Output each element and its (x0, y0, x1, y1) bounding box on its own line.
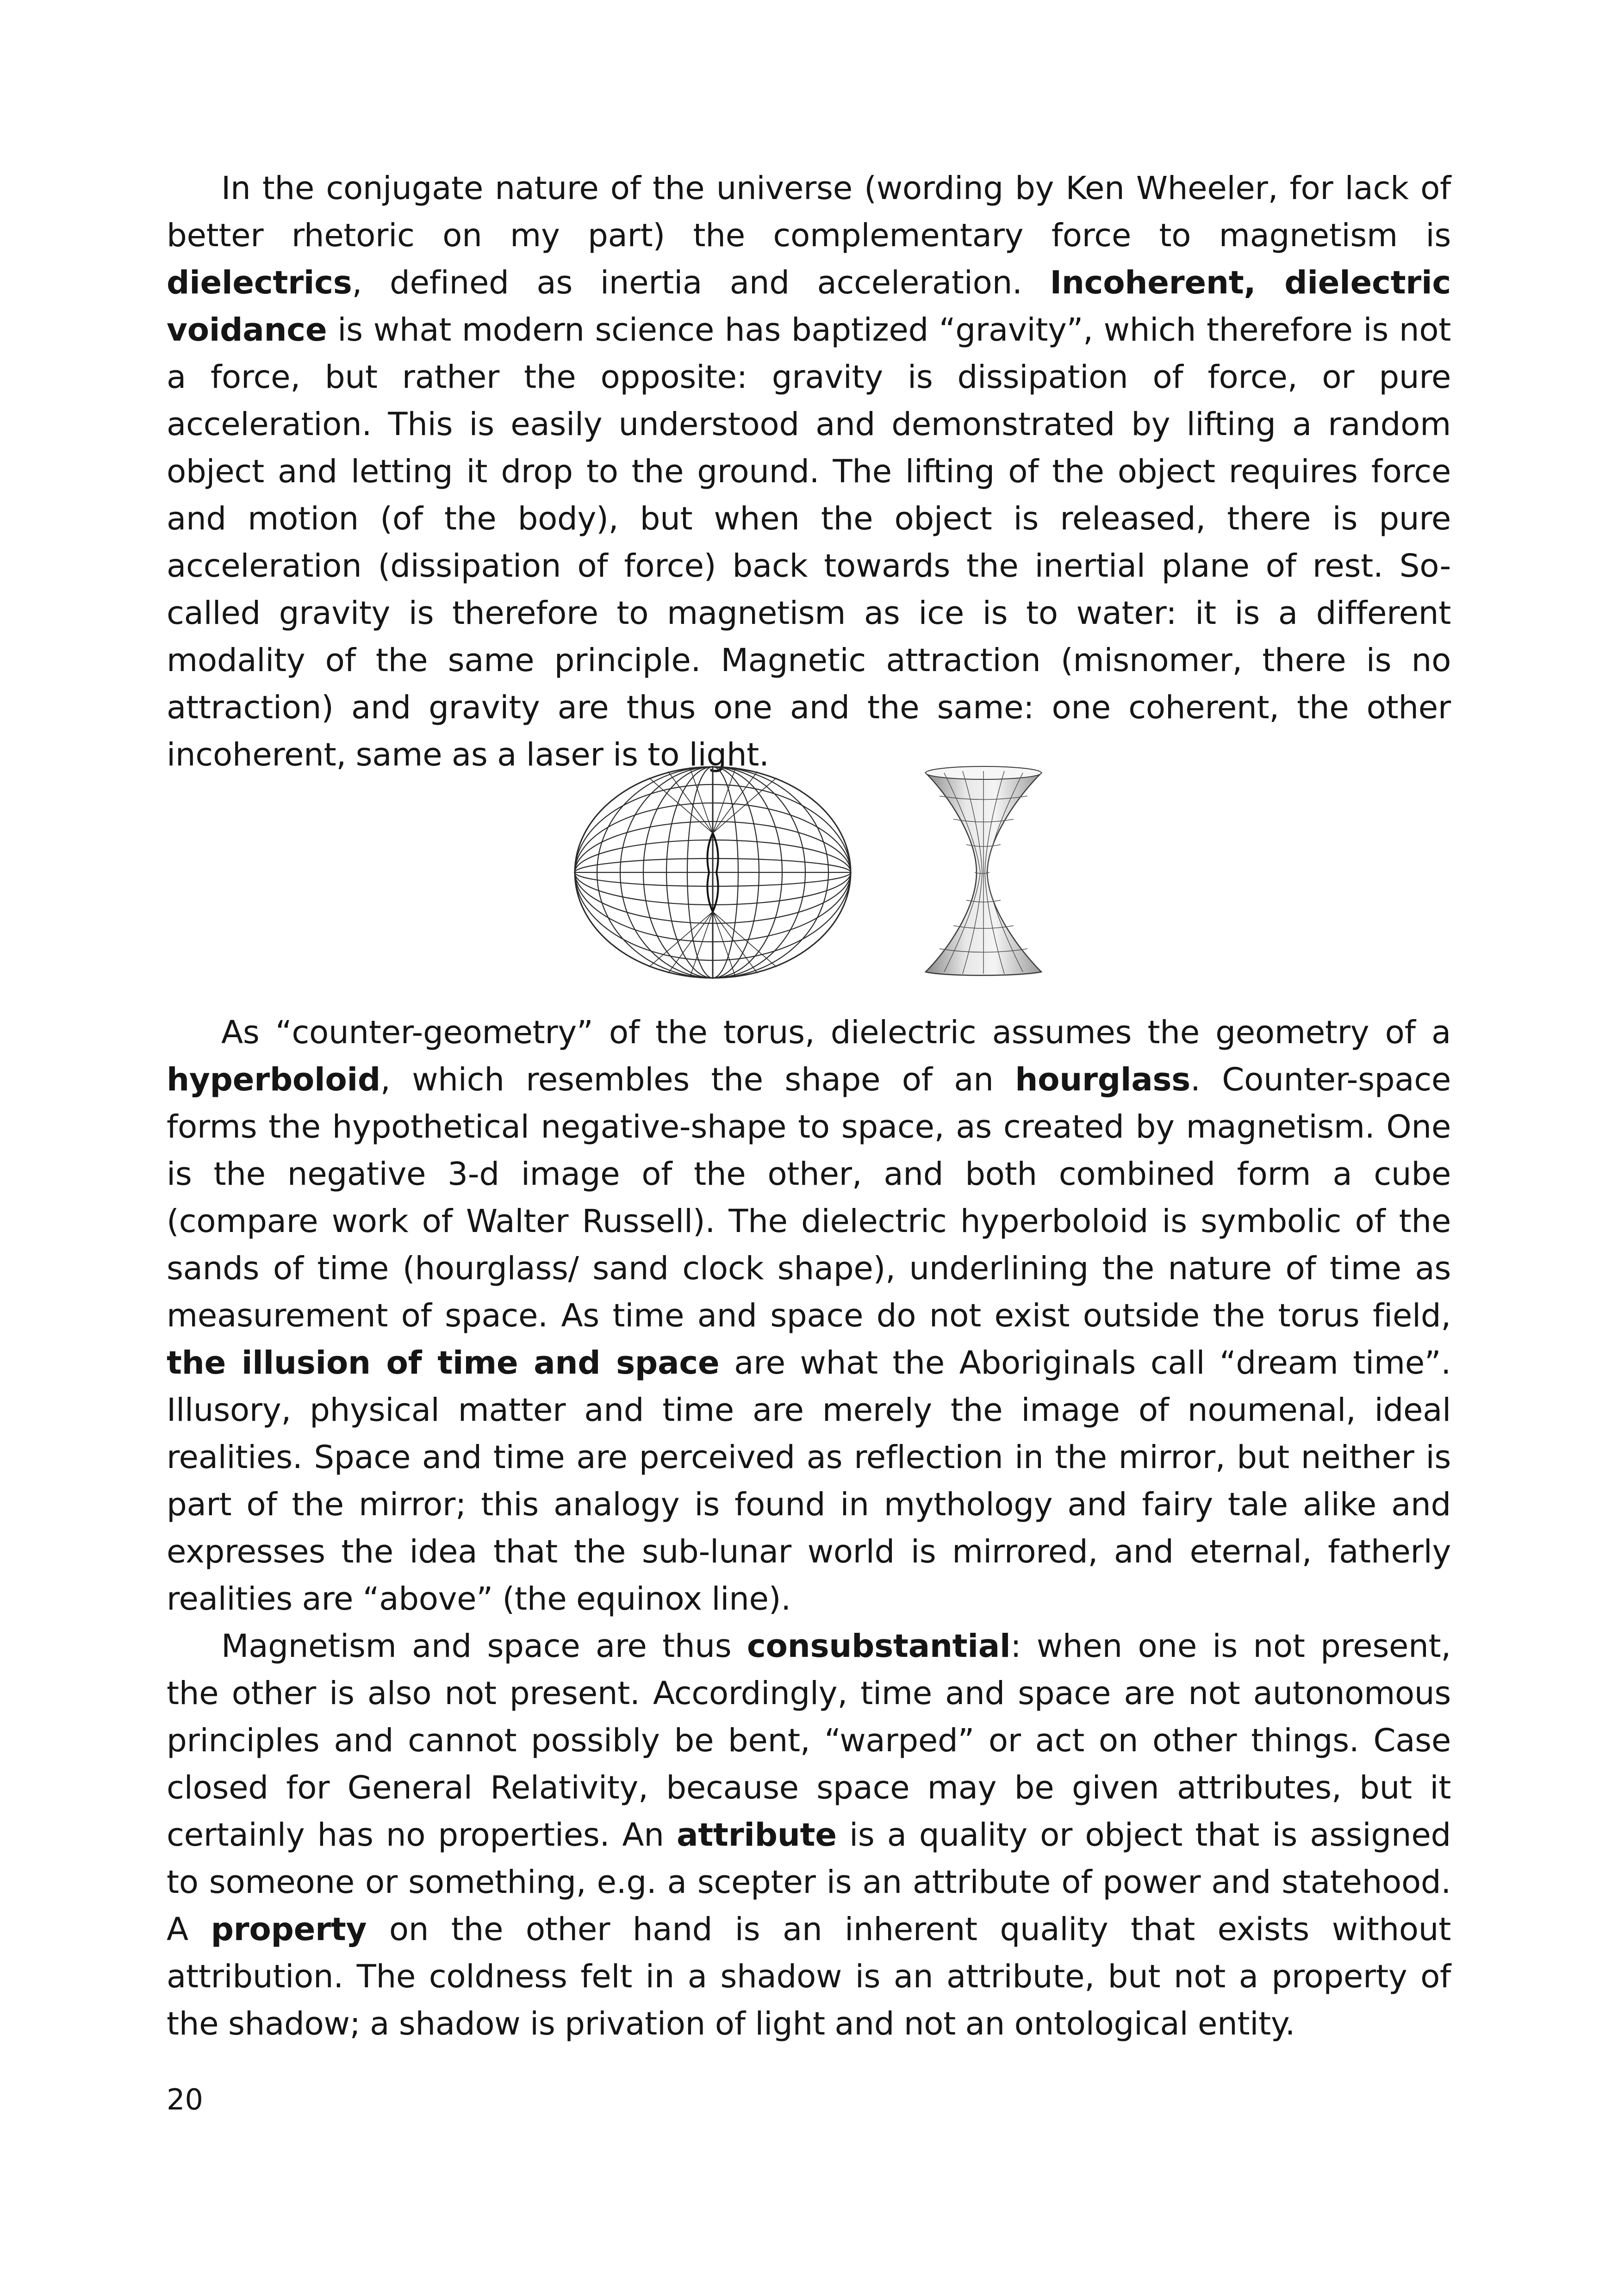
text-run: , which resembles the shape of an (380, 1061, 1015, 1098)
text-run: Magnetism and space are thus (221, 1628, 747, 1665)
bold-term: dielectrics (167, 264, 352, 301)
text-run: , defined as inertia and acceleration. (352, 264, 1050, 301)
text-run: . Counter-space forms the hypothetical negative-shape to space, as created by magnetism. One is the negative 3-d image of the other, and both combined form a cube (compare work of Walter Russell). The dielectric hyperboloid is symbolic of the sands of time (hourglass/ sand clock shape), underlining the nature of time as measurement of space. As time and space do not exist outside the torus field, (167, 1061, 1451, 1334)
paragraph-hyperboloid (167, 1009, 1451, 1623)
bold-term: Incoherent, dielectric voidance (167, 264, 1451, 348)
torus-wireframe-illustration (574, 766, 852, 979)
text-run: is what modern science has baptized “gravity”, which therefore is not a force, but rather the opposite: gravity is dissipation of force, or pure acceleration. This is easily understood and demonstrated by lifting a random object and letting it drop to the ground. The lifting of the object requires force and motion (of the body), but when the object is released, there is pure acceleration (dissipation of force) back towards the inertial plane of rest. So-called gravity is therefore to magnetism as ice is to water: it is a different modality of the same principle. Magnetic attraction (misnomer, there is no attraction) and gravity are thus one and the same: one coherent, the other incoherent, same as a laser is to light. (167, 311, 1451, 773)
bold-term: hyperboloid (167, 1061, 380, 1098)
text-run: In the conjugate nature of the universe (wording by Ken Wheeler, for lack of better rhetoric on my part) the complementary force to magnetism is (167, 170, 1451, 254)
paragraph-dielectrics (167, 165, 1451, 778)
torus-hyperboloid-figure (574, 759, 1064, 986)
page-number: 20 (167, 2083, 203, 2116)
bold-term: consubstantial (747, 1628, 1011, 1665)
text-run: As “counter-geometry” of the torus, dielectric assumes the geometry of a (221, 1014, 1451, 1051)
paragraph-consubstantial (167, 1623, 1451, 2047)
bold-term: attribute (676, 1817, 837, 1854)
text-run: : when one is not present, the other is also not present. Accordingly, time and space are not autonomous principles and cannot possibly be bent, “warped” or act on other things. Case closed for General Relativity, because space may be given attributes, but it certainly has no properties. An (167, 1628, 1451, 1854)
text-run: are what the Aboriginals call “dream time”. Illusory, physical matter and time are merely the image of noumenal, ideal realities. Space and time are perceived as reflection in the mirror, but neither is part of the mirror; this analogy is found in mythology and fairy tale alike and expresses the idea that the sub-lunar world is mirrored, and eternal, fatherly realities are “above” (the equinox line). (167, 1344, 1451, 1618)
bold-term: hourglass (1015, 1061, 1191, 1098)
bold-term: the illusion of time and space (167, 1344, 720, 1381)
hyperboloid-illustration (926, 766, 1041, 976)
text-run: on the other hand is an inherent quality that exists without attribution. The coldness felt in a shadow is an attribute, but not a property of the shadow; a shadow is privation of light and not an ontological entity. (167, 1911, 1451, 2042)
bold-term: property (211, 1911, 367, 1948)
text-run: is a quality or object that is assigned to someone or something, e.g. a scepter is an attribute of power and statehood. A (167, 1817, 1451, 1948)
